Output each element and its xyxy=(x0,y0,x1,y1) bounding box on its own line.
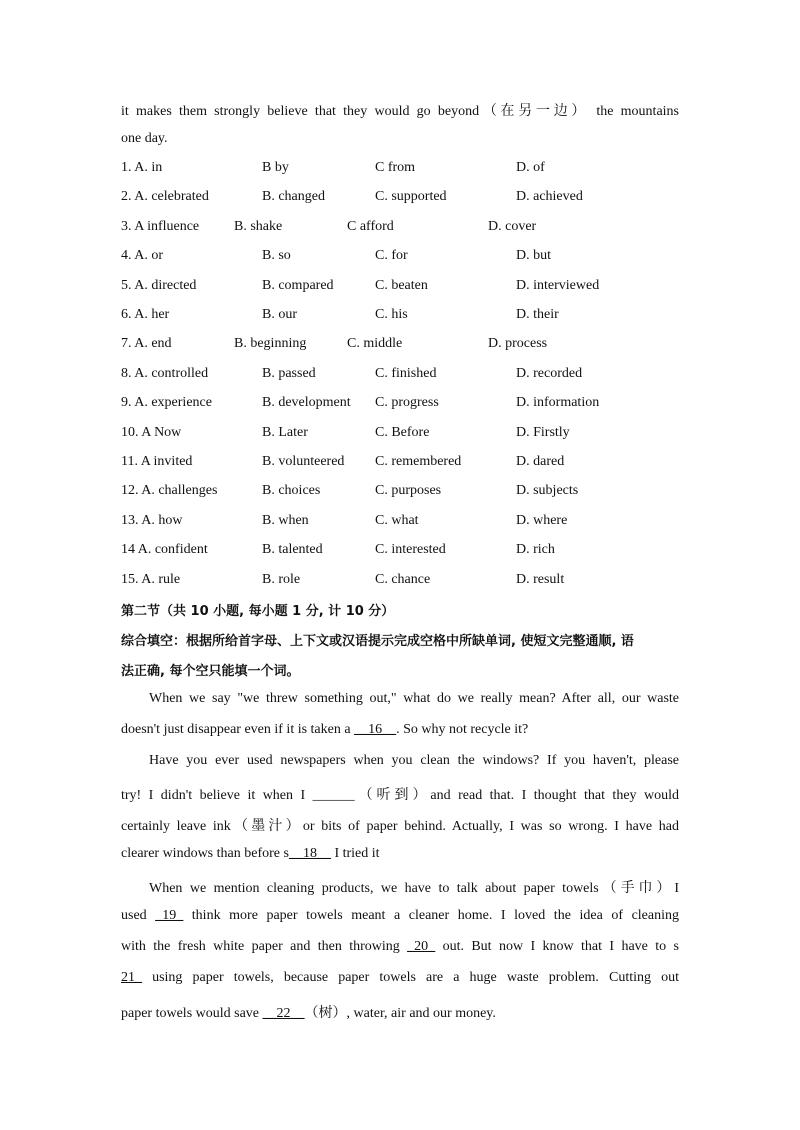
option-row xyxy=(121,160,681,178)
paragraph-2-line-4 xyxy=(121,846,679,862)
chinese-hint: （墨汁） xyxy=(230,819,303,834)
paragraph-text: , water, air and our money. xyxy=(346,1006,496,1021)
blank-19: _19_ xyxy=(155,908,184,923)
option-row xyxy=(121,425,681,443)
paragraph-3-line-5 xyxy=(121,1002,679,1022)
option-c: C. remembered xyxy=(375,454,462,469)
paragraph-2-line-3 xyxy=(121,815,679,835)
paragraph-text: clearer windows than before s xyxy=(121,846,289,861)
option-b: B. development xyxy=(262,395,351,411)
option-row xyxy=(121,219,681,237)
option-a: 6. A. her xyxy=(121,307,170,322)
blank-21: 21_ xyxy=(121,970,142,985)
paragraph-text: think more paper towels meant a cleaner home. I loved the idea of cleaning xyxy=(191,908,679,923)
instructions-line-1: 综合填空：根据所给首字母、上下文或汉语提示完成空格中所缺单词, 使短文完整通顺, 语 xyxy=(121,634,634,649)
paragraph-text: doesn't just disappear even if it is taken a xyxy=(121,722,351,737)
paragraph-text: using paper towels, because paper towels are a huge waste problem. Cutting out xyxy=(152,970,680,985)
option-b: B. passed xyxy=(262,365,316,381)
option-row xyxy=(121,278,681,296)
option-a: 3. A influence xyxy=(121,218,200,234)
chinese-hint: （听到） xyxy=(354,788,431,803)
option-c: C. interested xyxy=(375,542,446,558)
option-a: 7. A. end xyxy=(121,336,172,352)
paragraph-text: certainly leave ink xyxy=(121,819,231,834)
option-b: B. choices xyxy=(262,483,321,499)
option-c: C. middle xyxy=(347,336,403,352)
option-a: 1. A. in xyxy=(121,160,163,175)
paragraph-text: paper towels would save xyxy=(121,1006,260,1021)
paragraph-3-line-4 xyxy=(121,970,679,986)
option-a: 13. A. how xyxy=(121,512,183,528)
option-a: 8. A. controlled xyxy=(121,365,209,381)
option-a: 15. A. rule xyxy=(121,571,181,587)
option-d: D. result xyxy=(516,571,565,587)
option-c: C. progress xyxy=(375,395,439,411)
blank-18: __18__ xyxy=(288,846,331,861)
paragraph-3-line-3 xyxy=(121,939,679,955)
option-b: B. compared xyxy=(262,277,334,293)
option-b: B. volunteered xyxy=(262,454,345,469)
section-heading: 第二节（共 10 小题, 每小题 1 分, 计 10 分） xyxy=(121,604,395,619)
option-d: D. rich xyxy=(516,542,555,558)
option-c: C. supported xyxy=(375,189,447,205)
passage-text: the mountains xyxy=(596,104,679,119)
passage-text: it makes them strongly believe that they would go beyond xyxy=(121,104,480,119)
option-d: D. information xyxy=(516,395,600,411)
paragraph-text: . So why not recycle it? xyxy=(396,722,529,737)
option-a: 11. A invited xyxy=(121,454,193,469)
chinese-hint: （树） xyxy=(304,1006,347,1021)
option-d: D. subjects xyxy=(516,483,579,499)
blank-16: __16__ xyxy=(354,722,397,737)
option-b: B. changed xyxy=(262,189,325,205)
option-c: C. his xyxy=(375,307,408,322)
option-b: B. role xyxy=(262,571,301,587)
option-c: C. purposes xyxy=(375,483,442,499)
option-row xyxy=(121,366,681,384)
paragraph-text: I xyxy=(674,881,680,896)
paragraph-text: When we mention cleaning products, we have to talk about paper towels xyxy=(149,881,599,896)
option-c: C from xyxy=(375,160,416,175)
option-d: D. interviewed xyxy=(516,277,600,293)
blank-20: _20_ xyxy=(407,939,436,954)
paragraph-text: and read that. I thought that they would xyxy=(430,788,679,803)
blank-22: __22__ xyxy=(262,1006,305,1021)
option-row xyxy=(121,454,681,472)
paragraph-text: try! I didn't believe it when I xyxy=(121,788,306,803)
paragraph-1-line-1: When we say "we threw something out," what do we really mean? After all, our waste xyxy=(149,691,679,706)
option-b: B by xyxy=(262,160,289,175)
option-c: C. Before xyxy=(375,424,430,440)
option-c: C. for xyxy=(375,248,408,264)
option-c: C. beaten xyxy=(375,277,428,293)
paragraph-2-line-1: Have you ever used newspapers when you clean the windows? If you haven't, please xyxy=(149,753,679,768)
paragraph-3-line-2 xyxy=(121,908,679,924)
option-b: B. beginning xyxy=(234,336,307,352)
option-b: B. so xyxy=(262,248,291,264)
chinese-hint: （在另一边） xyxy=(479,104,590,119)
paragraph-3-line-1 xyxy=(149,877,679,897)
passage-line-2: one day. xyxy=(121,131,168,146)
option-b: B. our xyxy=(262,307,297,322)
option-row xyxy=(121,513,681,531)
option-d: D. achieved xyxy=(516,189,583,205)
option-d: D. where xyxy=(516,512,568,528)
paragraph-text: used xyxy=(121,908,147,923)
option-d: D. Firstly xyxy=(516,424,570,440)
option-d: D. of xyxy=(516,160,545,175)
option-row xyxy=(121,572,681,590)
option-row xyxy=(121,307,681,325)
option-c: C. chance xyxy=(375,571,431,587)
option-row xyxy=(121,336,681,354)
paragraph-text: I tried it xyxy=(330,846,380,861)
option-a: 9. A. experience xyxy=(121,395,212,411)
option-a: 12. A. challenges xyxy=(121,483,218,499)
option-d: D. dared xyxy=(516,454,565,469)
option-c: C. what xyxy=(375,512,419,528)
option-row xyxy=(121,542,681,560)
option-a: 5. A. directed xyxy=(121,277,197,293)
option-row xyxy=(121,483,681,501)
option-d: D. recorded xyxy=(516,365,583,381)
blank-17: ______ xyxy=(312,788,355,803)
instructions-line-2: 法正确, 每个空只能填一个词。 xyxy=(121,664,300,679)
option-a: 2. A. celebrated xyxy=(121,189,209,205)
option-d: D. process xyxy=(488,336,548,352)
option-row xyxy=(121,248,681,266)
paragraph-2-line-2 xyxy=(121,784,679,804)
chinese-hint: （手巾） xyxy=(598,881,675,896)
option-b: B. when xyxy=(262,512,309,528)
option-b: B. Later xyxy=(262,424,308,440)
option-a: 14 A. confident xyxy=(121,542,208,558)
option-c: C. finished xyxy=(375,365,437,381)
option-row xyxy=(121,189,681,207)
option-b: B. talented xyxy=(262,542,323,558)
paragraph-1-line-2 xyxy=(121,722,679,738)
option-c: C afford xyxy=(347,218,394,234)
option-d: D. their xyxy=(516,307,559,322)
option-d: D. but xyxy=(516,248,551,264)
option-row xyxy=(121,395,681,413)
option-d: D. cover xyxy=(488,218,537,234)
option-a: 10. A Now xyxy=(121,424,182,440)
passage-line-1 xyxy=(121,100,679,120)
option-a: 4. A. or xyxy=(121,248,163,264)
paragraph-text: or bits of paper behind. Actually, I was so wrong. I have had xyxy=(302,819,679,834)
paragraph-text: with the fresh white paper and then throwing xyxy=(121,939,400,954)
option-b: B. shake xyxy=(234,218,283,234)
paragraph-text: out. But now I know that I have to s xyxy=(442,939,679,954)
